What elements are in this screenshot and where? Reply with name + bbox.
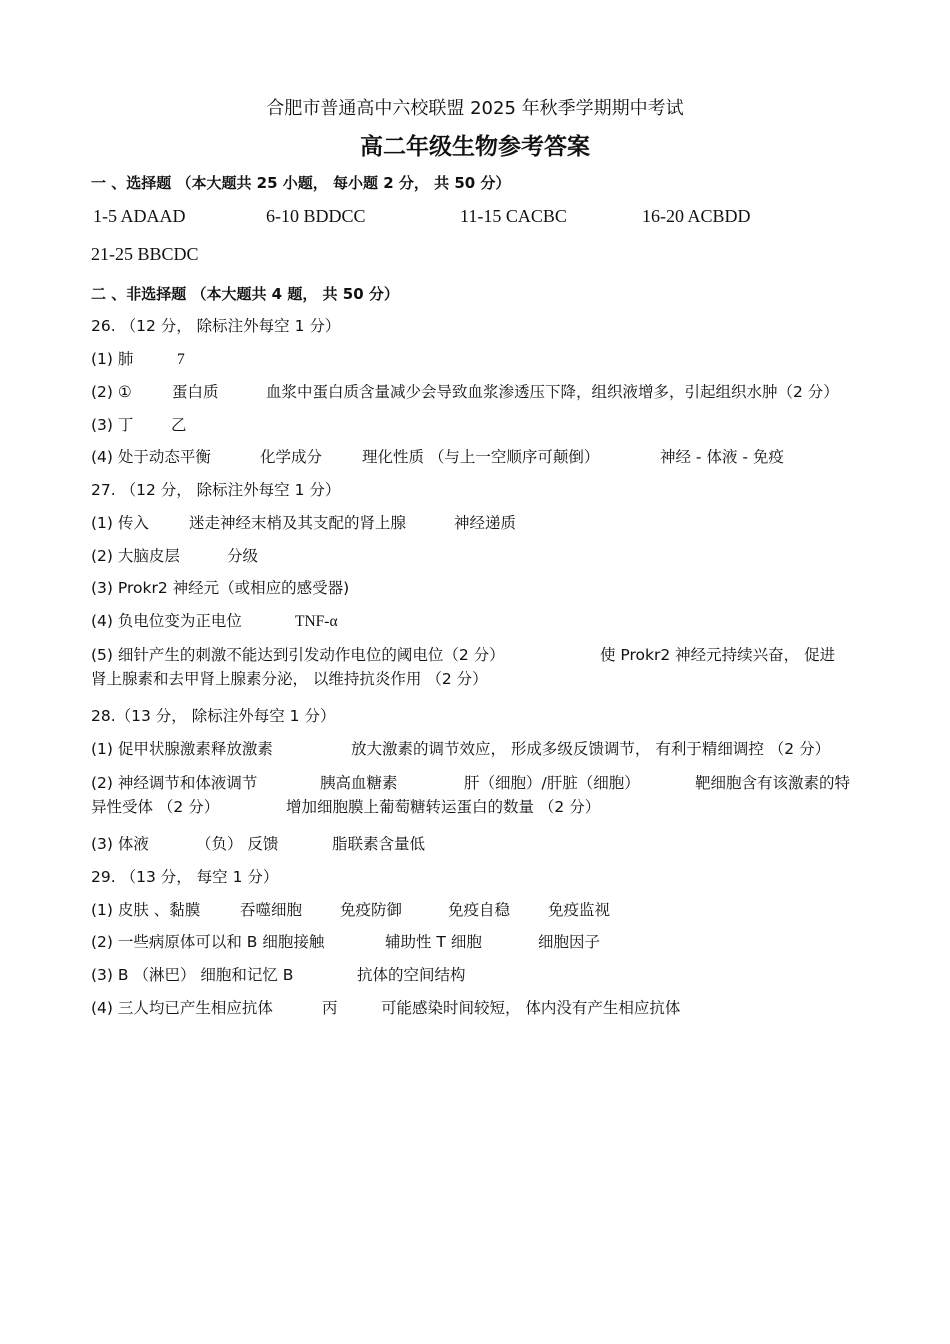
q28-part3: [91, 834, 425, 854]
answer-text: 放大激素的调节效应， 形成多级反馈调节， 有利于精细调控 （2 分）: [351, 740, 831, 758]
q27-part2: [91, 546, 258, 566]
answer-group-1: 1-5 ADAAD: [93, 206, 186, 226]
q28-header: 28.（13 分， 除标注外每空 1 分）: [91, 707, 336, 725]
q26-part2: [91, 382, 839, 402]
answer-text: 吞噬细胞: [240, 901, 303, 919]
answer-text: 丙: [322, 999, 338, 1017]
q29-header: 29. （13 分， 每空 1 分）: [91, 868, 279, 886]
answer-text: 肝（细胞）/肝脏（细胞）: [464, 774, 640, 792]
q26-part1: [91, 349, 185, 370]
answer-text: 迷走神经末梢及其支配的肾上腺: [189, 514, 407, 532]
section2-heading: 二 、非选择题 （本大题共 4 题， 共 50 分）: [91, 285, 399, 303]
answer-text: 靶细胞含有该激素的特: [695, 774, 851, 792]
answer-group-3: 11-15 CACBC: [460, 206, 567, 226]
q26-part3: [91, 415, 187, 435]
answer-text: 免疫防御: [340, 901, 403, 919]
answer-text: (5) 细针产生的刺激不能达到引发动作电位的阈电位（2 分）: [91, 646, 505, 664]
q29-part1: [91, 900, 610, 920]
answer-text: 分级: [227, 547, 259, 565]
q29-part2: [91, 932, 600, 952]
answer-text: (3) 体液: [91, 835, 149, 853]
q26-header: 26. （12 分， 除标注外每空 1 分）: [91, 317, 341, 335]
answer-group-5: 21-25 BBCDC: [91, 244, 199, 264]
q27-header: 27. （12 分， 除标注外每空 1 分）: [91, 481, 341, 499]
answer-text: (2) ①: [91, 383, 132, 401]
answer-text: (3) 丁: [91, 416, 134, 434]
q28-part2-line2: [91, 797, 600, 817]
q29-part4: [91, 998, 680, 1018]
answer-text: (2) 大脑皮层: [91, 547, 180, 565]
answer-text: 可能感染时间较短， 体内没有产生相应抗体: [381, 999, 681, 1017]
answer-text: (3) B （淋巴） 细胞和记忆 B: [91, 966, 294, 984]
q26-part4: [91, 447, 784, 467]
answer-text: TNF-α: [295, 613, 338, 630]
answer-text: 蛋白质: [172, 383, 219, 401]
answer-text: 使 Prokr2 神经元持续兴奋， 促进: [600, 646, 836, 664]
answer-text: 神经递质: [454, 514, 517, 532]
page-title: 高二年级生物参考答案: [360, 134, 590, 160]
q27-part1: [91, 513, 516, 533]
answer-text: (1) 肺: [91, 350, 134, 368]
answer-group-2: 6-10 BDDCC: [266, 206, 366, 226]
answer-text: 7: [177, 351, 185, 368]
answer-text: 辅助性 T 细胞: [385, 933, 482, 951]
answer-text: 抗体的空间结构: [357, 966, 466, 984]
answer-text: 增加细胞膜上葡萄糖转运蛋白的数量 （2 分）: [286, 798, 601, 816]
answer-text: (4) 三人均已产生相应抗体: [91, 999, 273, 1017]
answer-text: 血浆中蛋白质含量减少会导致血浆渗透压下降，组织液增多，引起组织水肿（2 分）: [266, 383, 839, 401]
answer-text: 免疫自稳: [448, 901, 511, 919]
answer-text: 脂联素含量低: [332, 835, 426, 853]
q29-part3: [91, 965, 466, 985]
answer-text: （负） 反馈: [196, 835, 279, 853]
answer-text: (1) 促甲状腺激素释放激素: [91, 740, 273, 758]
answer-text: (4) 处于动态平衡: [91, 448, 211, 466]
q28-part2-line1: [91, 773, 850, 793]
answer-text: 理化性质 （与上一空顺序可颠倒）: [362, 448, 600, 466]
q27-part3: (3) Prokr2 神经元（或相应的感受器): [91, 579, 350, 597]
answer-text: 免疫监视: [548, 901, 611, 919]
q27-part5-line2: 肾上腺素和去甲肾上腺素分泌， 以维持抗炎作用 （2 分）: [91, 670, 488, 688]
answer-text: (4) 负电位变为正电位: [91, 612, 242, 630]
answer-group-4: 16-20 ACBDD: [642, 206, 751, 226]
q27-part5-line1: [91, 645, 835, 665]
answer-text: (1) 皮肤 、黏膜: [91, 901, 201, 919]
section1-heading: 一 、选择题 （本大题共 25 小题， 每小题 2 分， 共 50 分）: [91, 174, 511, 192]
answer-text: 胰高血糖素: [320, 774, 398, 792]
school-line: 合肥市普通高中六校联盟 2025 年秋季学期期中考试: [266, 98, 684, 119]
answer-text: 化学成分: [260, 448, 323, 466]
answer-text: (1) 传入: [91, 514, 149, 532]
answer-text: 异性受体 （2 分）: [91, 798, 220, 816]
q27-part4: [91, 611, 338, 632]
q28-part1: [91, 739, 830, 759]
answer-text: (2) 一些病原体可以和 B 细胞接触: [91, 933, 325, 951]
answer-text: 神经 - 体液 - 免疫: [660, 448, 784, 466]
answer-text: 乙: [171, 416, 187, 434]
answer-text: 细胞因子: [538, 933, 601, 951]
answer-text: (2) 神经调节和体液调节: [91, 774, 258, 792]
